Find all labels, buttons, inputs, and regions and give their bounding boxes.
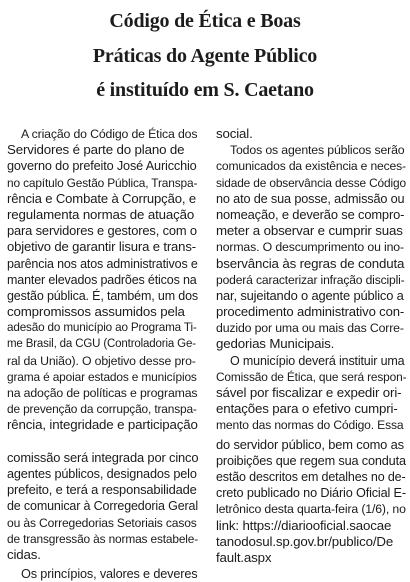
text-line: bservância às regras de conduta: [216, 255, 405, 271]
text-line: meter a observar e cumprir suas: [216, 223, 403, 239]
text-line: de transgressão às normas estabele-: [7, 531, 198, 546]
text-line: gedorias Municipais.: [216, 336, 335, 352]
text-line: cidas.: [7, 546, 41, 562]
text-line: Servidores é parte do plano de: [7, 142, 185, 158]
text-line: poderá caracterizar infração discipli-: [216, 272, 405, 287]
text-line: Todos os agentes públicos serão: [230, 143, 405, 158]
text-line: na adoção de políticas e programas: [7, 386, 198, 400]
text-line: no ato de sua posse, admissão ou: [216, 191, 405, 206]
text-line: A criação do Código de Ética dos: [21, 127, 198, 141]
text-line: estão descritos em detalhes no de-: [216, 469, 406, 484]
text-line: parência nos atos administrativos e: [7, 256, 198, 271]
text-line: comunicados da existência e neces-: [216, 159, 406, 174]
text-line: adesão do município ao Programa Ti-: [7, 321, 197, 335]
text-line: gestão pública. É, também, um dos: [7, 288, 198, 303]
text-line: ou às Corregedorias Setoriais casos: [7, 515, 197, 530]
text-line: rência e Combate à Corrupção, e: [7, 190, 196, 206]
text-line: de prevenção da corrupção, transpa-: [7, 402, 197, 417]
headline-line: é instituído em S. Caetano: [96, 79, 314, 101]
text-line: nomeação, e deverão se compro-: [216, 206, 405, 222]
headline-line: Práticas do Agente Público: [92, 44, 318, 67]
text-line: do servidor público, bem como as: [216, 436, 404, 452]
text-line: me Brasil, da CGU (Controladoria Ge-: [7, 338, 196, 351]
text-line: objetivo de garantir lisura e trans-: [7, 239, 196, 255]
text-line: Os princípios, valores e deveres: [21, 567, 198, 582]
text-line: entações para o efetivo cumpri-: [216, 401, 398, 417]
text-line: comissão será integrada por cinco: [7, 449, 198, 465]
text-line: procedimento administrativo con-: [216, 304, 405, 320]
text-line: manter elevados padrões éticos na: [7, 272, 197, 287]
left-column: [7, 126, 198, 582]
text-line: para servidores e gestores, com o: [7, 223, 197, 239]
headline: [0, 4, 410, 108]
link-text[interactable]: fault.aspx: [216, 549, 272, 565]
text-line: sável por fiscalizar e expedir ori-: [216, 385, 402, 400]
text-line: ral da União). O objetivo desse pro-: [7, 353, 196, 368]
text-line: sidade de observância desse Código: [216, 175, 406, 190]
text-line: social.: [216, 126, 253, 141]
text-line: de comunicar à Corregedoria Geral: [7, 499, 198, 514]
text-line: Comissão de Ética, que será respon-: [216, 369, 406, 384]
text-line: normas. O descumprimento ou ino-: [216, 240, 404, 255]
link-text[interactable]: link: https://diariooficial.saocae: [216, 517, 392, 533]
text-line: agentes públicos, designados pelo: [7, 466, 197, 481]
text-line: creto publicado no Diário Oficial E-: [216, 486, 406, 501]
text-line: proibições que regem sua conduta: [216, 453, 406, 468]
blank-line: [7, 434, 198, 450]
text-line: duzido por uma ou mais das Corre-: [216, 321, 404, 336]
text-line: O município deverá instituir uma: [230, 353, 405, 368]
text-line: grama é apoiar estados e municípios: [7, 369, 197, 384]
text-line: regulamenta normas de atuação: [7, 206, 195, 222]
link-text[interactable]: tanodosul.sp.gov.br/publico/De: [216, 533, 394, 549]
text-line: compromissos assumidos pela: [7, 304, 185, 320]
text-line: mento das normas do Código. Essa: [216, 418, 404, 433]
right-column: [216, 126, 406, 566]
text-line: letrônico desta quarta-feira (1/6), no: [216, 502, 406, 517]
text-line: governo do prefeito José Auricchio: [7, 159, 197, 174]
text-line: no capítulo Gestão Pública, Transpa-: [7, 175, 198, 190]
headline-line: Código de Ética e Boas: [109, 10, 301, 32]
text-line: nar, sujeitando o agente público a: [216, 287, 404, 303]
text-line: rência, integridade e participação: [7, 417, 198, 433]
text-line: prefeito, e terá a responsabilidade: [7, 482, 197, 498]
